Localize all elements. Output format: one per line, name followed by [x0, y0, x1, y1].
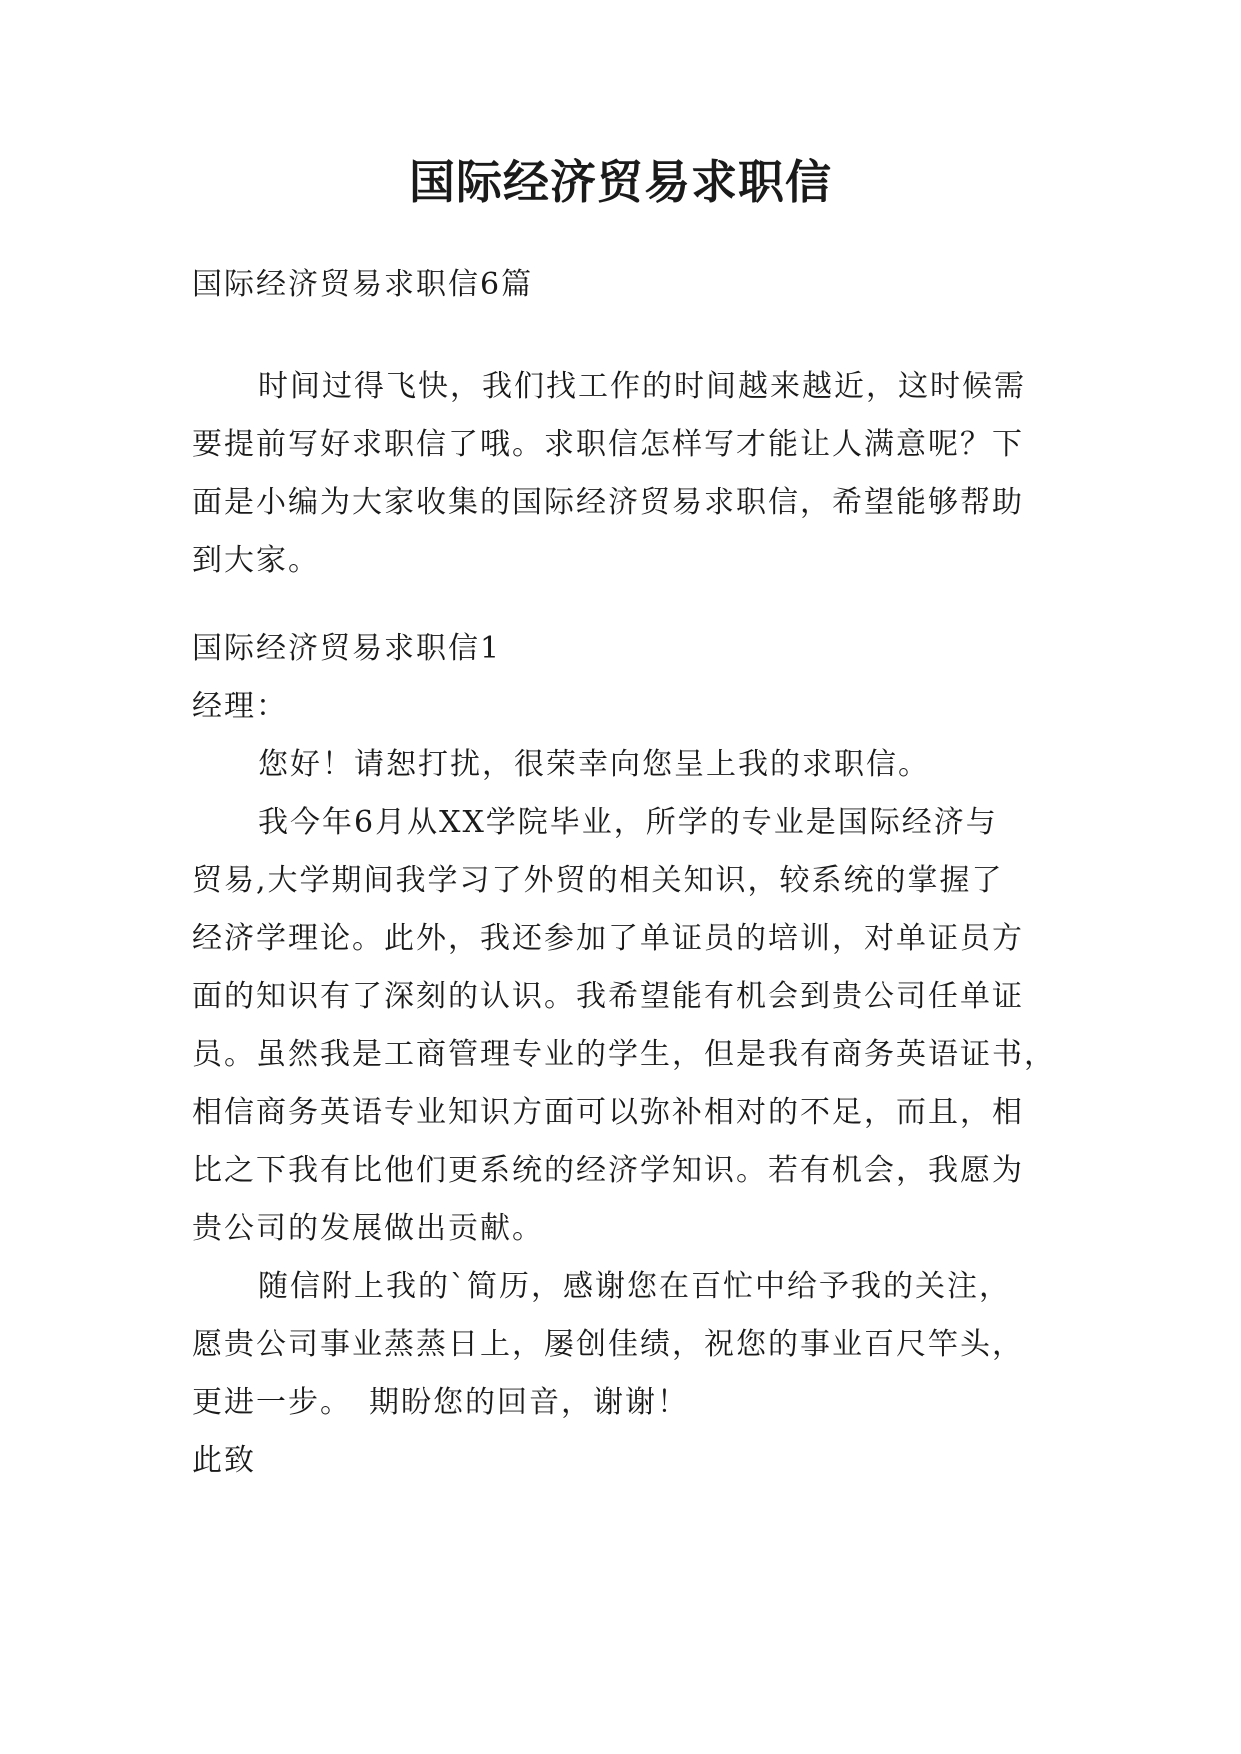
paragraph1-line: 我今年6月从XX学院毕业，所学的专业是国际经济与 [258, 805, 998, 840]
paragraph2-line: 更进一步。 期盼您的回音，谢谢！ [192, 1385, 689, 1420]
paragraph1-line: 员。虽然我是工商管理专业的学生，但是我有商务英语证书， [192, 1037, 1056, 1072]
letter-salutation: 经理： [192, 689, 288, 724]
intro-paragraph [192, 358, 1062, 590]
paragraph1-line: 相信商务英语专业知识方面可以弥补相对的不足，而且，相 [192, 1095, 1024, 1130]
document-subtitle-block [192, 256, 1062, 314]
letter-heading: 国际经济贸易求职信1 [192, 631, 502, 666]
paragraph2-line: 随信附上我的`简历，感谢您在百忙中给予我的关注， [258, 1269, 1011, 1304]
intro-line: 要提前写好求职信了哦。求职信怎样写才能让人满意呢？下 [192, 427, 1024, 462]
document-title: 国际经济贸易求职信 [409, 155, 832, 209]
paragraph2-line: 愿贵公司事业蒸蒸日上，屡创佳绩，祝您的事业百尺竿头， [192, 1327, 1024, 1362]
paragraph1-line: 面的知识有了深刻的认识。我希望能有机会到贵公司任单证 [192, 979, 1024, 1014]
intro-line: 面是小编为大家收集的国际经济贸易求职信，希望能够帮助 [192, 485, 1024, 520]
letter-closing: 此致 [192, 1443, 256, 1478]
intro-line: 到大家。 [192, 543, 320, 578]
intro-line: 时间过得飞快，我们找工作的时间越来越近，这时候需 [258, 369, 1026, 404]
paragraph1-line: 贵公司的发展做出贡献。 [192, 1211, 544, 1246]
paragraph1-line: 比之下我有比他们更系统的经济学知识。若有机会，我愿为 [192, 1153, 1024, 1188]
letter-greeting: 您好！请恕打扰，很荣幸向您呈上我的求职信。 [258, 747, 930, 782]
document-subtitle: 国际经济贸易求职信6篇 [192, 267, 534, 302]
letter-body [192, 620, 1062, 1490]
paragraph1-line: 经济学理论。此外，我还参加了单证员的培训，对单证员方 [192, 921, 1024, 956]
paragraph1-line: 贸易,大学期间我学习了外贸的相关知识，较系统的掌握了 [192, 863, 1004, 898]
